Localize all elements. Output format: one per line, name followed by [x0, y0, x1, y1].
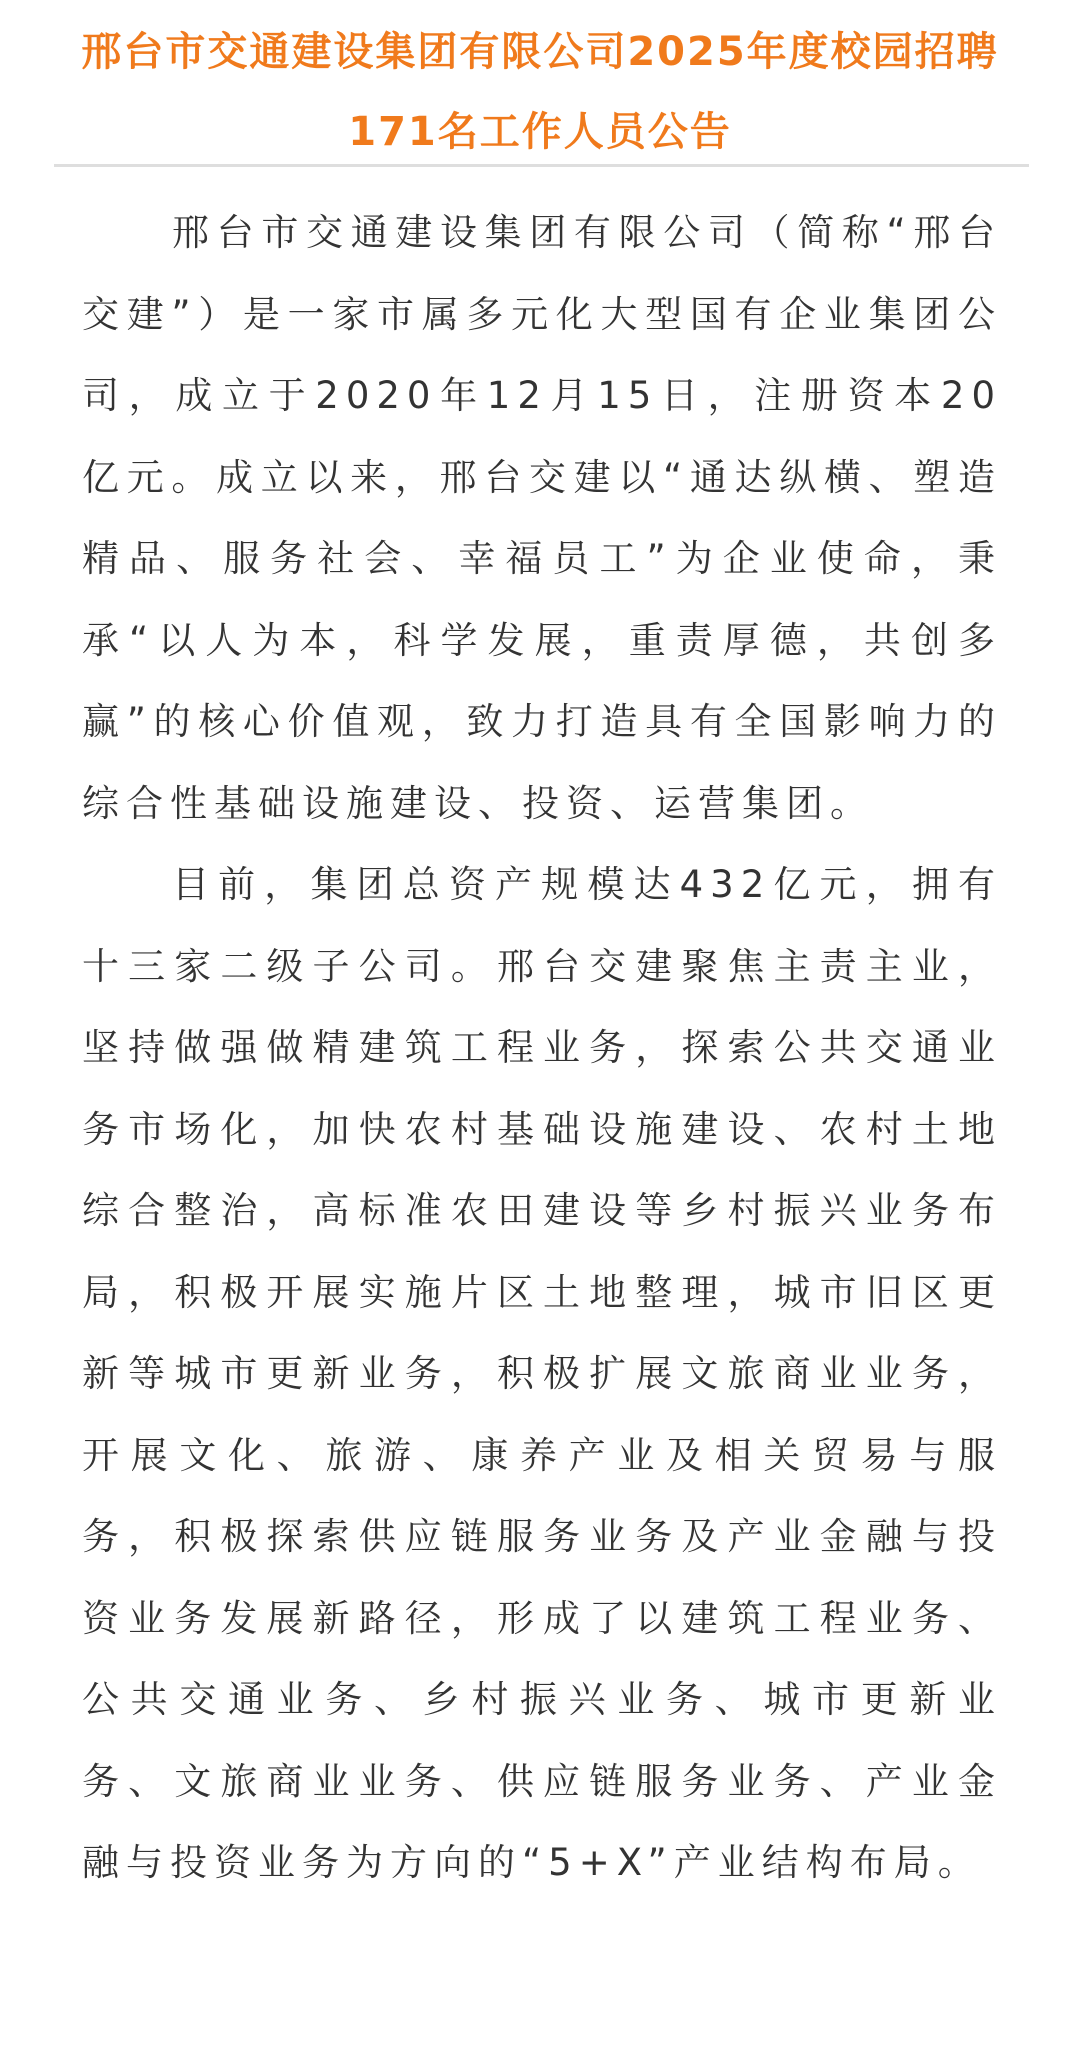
paragraph-company-intro: 邢台市交通建设集团有限公司（简称“邢台交建”）是一家市属多元化大型国有企业集团公司，成立于2020年12月15日，注册资本20亿元。成立以来，邢台交建以“通达纵横、塑造精品、服务社会、幸福员工”为企业使命，秉承“以人为本，科学发展，重责厚德，共创多赢”的核心价值观，致力打造具有全国影响力的综合性基础设施建设、投资、运营集团。 — [82, 211, 1002, 825]
article-title: 邢台市交通建设集团有限公司2025年度校园招聘171名工作人员公告 — [81, 29, 999, 155]
paragraph-company-business: 目前，集团总资产规模达432亿元，拥有十三家二级子公司。邢台交建聚焦主责主业，坚持做强做精建筑工程业务，探索公共交通业务市场化，加快农村基础设施建设、农村土地综合整治，高标准农田建设等乡村振兴业务布局，积极开展实施片区土地整理，城市旧区更新等城市更新业务，积极扩展文旅商业业务，开展文化、旅游、康养产业及相关贸易与服务，积极探索供应链服务业务及产业金融与投资业务发展新路径，形成了以建筑工程业务、公共交通业务、乡村振兴业务、城市更新业务、文旅商业业务、供应链服务业务、产业金融与投资业务为方向的“5+X”产业结构布局。 — [82, 863, 1002, 1884]
title-divider — [54, 164, 1029, 167]
article-body — [82, 192, 1002, 1904]
